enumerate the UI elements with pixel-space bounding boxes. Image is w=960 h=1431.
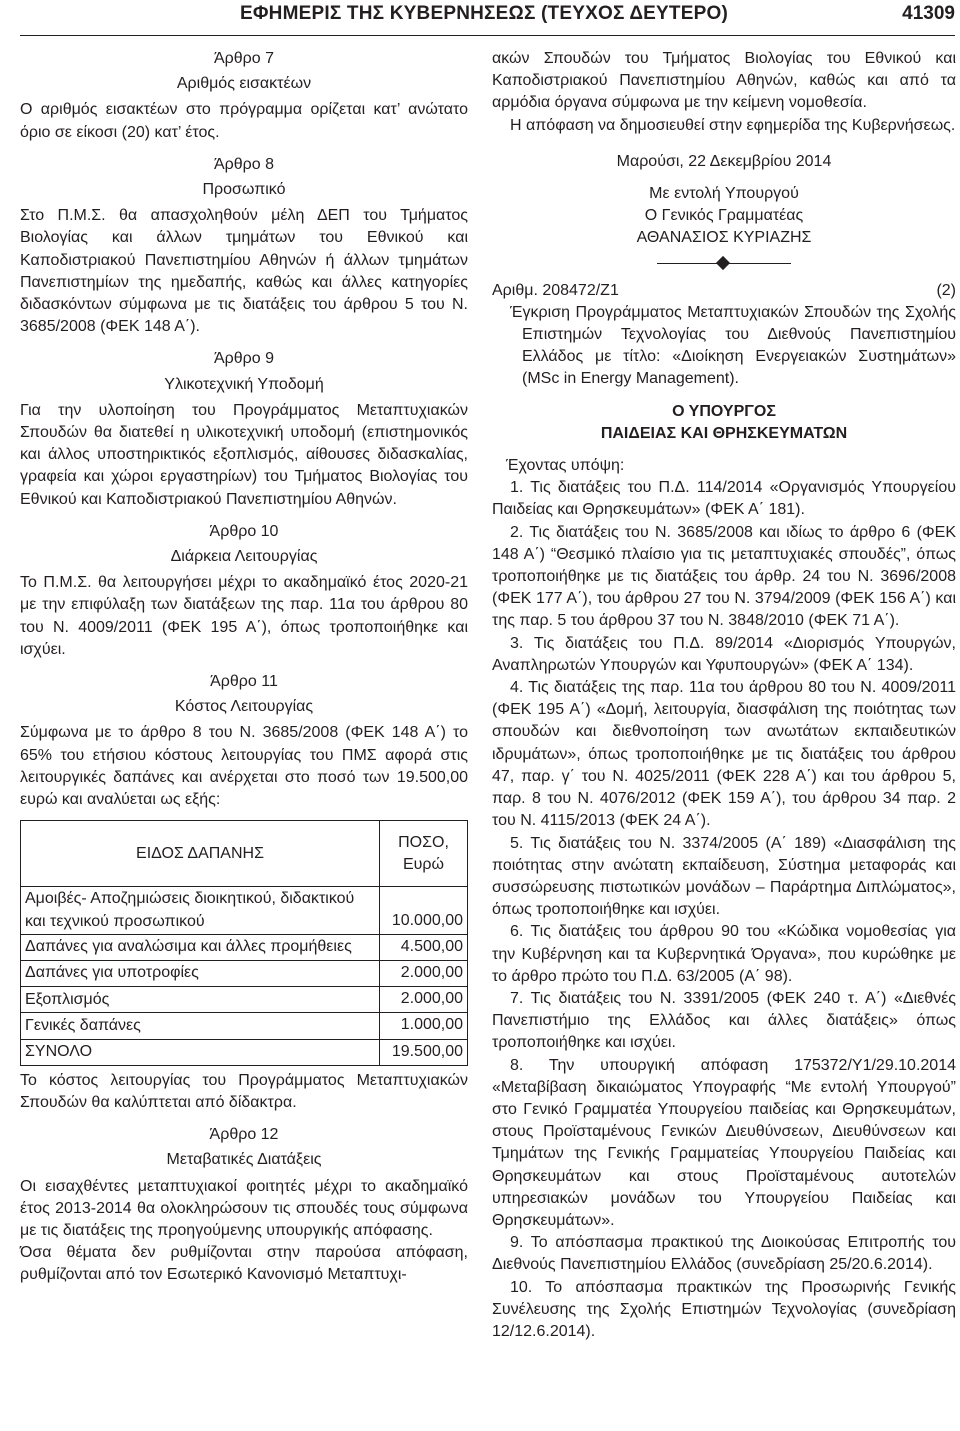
cost-table-header: [21, 821, 468, 887]
article-12-title: Μεταβατικές Διατάξεις: [166, 1151, 322, 1169]
cost-amount: 10.000,00: [380, 887, 468, 934]
list-item: 5. Τις διατάξεις του Ν. 3374/2005 (Α΄ 189) «Διασφάλιση της ποιότητας στην ανώτατη εκπαίδευση, Σύστημα μεταφοράς και συσσώρευσης πιστωτικών μονάδων – Παράρτημα Διπλώματος», όπως τροποποιήθηκε και ισχύει.: [492, 834, 956, 919]
article-11-text: Σύμφωνα με το άρθρο 8 του Ν. 3685/2008 (ΦΕΚ 148 Α΄) το 65% του ετήσιου κόστους λειτουργίας του ΠΜΣ αφορά στις λειτουργικές δαπάνες και ανέρχεται στο ποσό των 19.500,00 ευρώ και αναλύεται ως εξής:: [20, 724, 468, 809]
left-column: [20, 48, 468, 1287]
list-item: 7. Τις διατάξεις του Ν. 3391/2005 (ΦΕΚ 240 τ. Α΄) «Διεθνές Πανεπιστήμιο της Ελλάδος και άλλες διατάξεις» όπως τροποποιήθηκε και ισχύει.: [492, 989, 956, 1052]
article-8-text: Στο Π.Μ.Σ. θα απασχοληθούν μέλη ΔΕΠ του Τμήματος Βιολογίας και άλλων τμημάτων του Εθνικού και Καποδιστριακού Πανεπιστημίου Αθηνών ή άλλων τμημάτων Πανεπιστημίων της ημεδαπής, καθώς και άλλες κατηγορίες διδασκόντων σύμφωνα με τις διατάξεις του άρθρου 5 του Ν. 3685/2008 (ΦΕΚ 148 Α΄).: [20, 207, 468, 336]
decision-number-row: [492, 280, 956, 302]
list-item: 8. Την υπουργική απόφαση 175372/Υ1/29.10.2014 «Μεταβίβαση δικαιώματος Υπογραφής “Με εντολή Υπουργού” στο Γενικό Γραμματέα Υπουργείου παιδείας και Θρησκευμάτων, στους Προϊσταμένους Γενικών Διευθύνσεων, Διευθύνσεων και Τμημάτων της Γενικής Γραμματείας Υπουργείου Παιδείας και Θρησκευμάτων και στους Προϊσταμένους αυτοτελών υπηρεσιακών μονάδων του Υπουργείου Παιδείας και Θρησκευμάτων».: [492, 1056, 956, 1229]
diamond-icon: [716, 256, 730, 270]
publish-order: Η απόφαση να δημοσιευθεί στην εφημερίδα της Κυβερνήσεως.: [510, 116, 956, 134]
diamond-divider: [657, 256, 791, 270]
article-7-text: Ο αριθμός εισακτέων στο πρόγραμμα ορίζεται κατ’ ανώτατο όριο σε είκοσι (20) κατ’ έτος.: [20, 101, 468, 141]
cost-label: Δαπάνες για υποτροφίες: [21, 960, 380, 986]
list-item: 9. Το απόσπασμα πρακτικού της Διοικούσας Επιτροπής του Διεθνούς Πανεπιστημίου Ελλάδος (συνεδρίαση 25/20.6.2014).: [492, 1234, 956, 1274]
decision-title: Έγκριση Προγράμματος Μεταπτυχιακών Σπουδών της Σχολής Επιστημών Τεχνολογίας του Διεθνούς Πανεπιστημίου Ελλάδος με τίτλο: «Διοίκηση Ενεργειακών Συστημάτων» (MSc in Energy Management).: [510, 303, 956, 388]
considerations-list: [492, 477, 956, 1343]
signing-date: Μαρούσι, 22 Δεκεμβρίου 2014: [616, 152, 832, 170]
minister-title-2: ΠΑΙΔΕΙΑΣ ΚΑΙ ΘΡΗΣΚΕΥΜΑΤΩΝ: [600, 424, 848, 442]
table-total-row: [21, 1039, 468, 1065]
article-9-heading: Άρθρο 9: [213, 350, 275, 368]
article-11-note: Το κόστος λειτουργίας του Προγράμματος Μεταπτυχιακών Σπουδών θα καλύπτεται από δίδακτρα.: [20, 1071, 468, 1111]
list-item: 3. Τις διατάξεις του Π.Δ. 89/2014 «Διορισμός Υπουργών, Αναπληρωτών Υπουργών και Υφυπουργών» (ΦΕΚ Α΄ 134).: [492, 634, 956, 674]
article-12-text-2: Όσα θέματα δεν ρυθμίζονται στην παρούσα απόφαση, ρυθμίζονται από τον Εσωτερικό Κανονισμό Μεταπτυχι-: [20, 1244, 468, 1284]
article-12-heading: Άρθρο 12: [209, 1126, 279, 1144]
article-12-text: Οι εισαχθέντες μεταπτυχιακοί φοιτητές μέχρι το ακαδημαϊκό έτος 2013-2014 θα ολοκληρώσουν τις σπουδές τους σύμφωνα με τις διατάξεις της προηγούμενης υπουργικής απόφασης.: [20, 1177, 468, 1239]
cost-amount: 2.000,00: [380, 987, 468, 1013]
minister-title-1: Ο ΥΠΟΥΡΓΟΣ: [672, 402, 776, 420]
table-row: [21, 960, 468, 986]
right-column: [492, 48, 956, 1343]
table-row: [21, 887, 468, 934]
table-row: [21, 934, 468, 960]
cost-type-header: ΕΙΔΟΣ ΔΑΠΑΝΗΣ: [21, 821, 380, 887]
article-9-title: Υλικοτεχνική Υποδομή: [164, 375, 324, 393]
signatory-name: ΑΘΑΝΑΣΙΟΣ ΚΥΡΙΑΖΗΣ: [636, 229, 812, 247]
list-item: 1. Τις διατάξεις του Π.Δ. 114/2014 «Οργανισμός Υπουργείου Παιδείας και Θρησκευμάτων» (ΦΕΚ Α΄ 181).: [492, 479, 956, 519]
total-amount: 19.500,00: [380, 1039, 468, 1065]
cost-amount: 4.500,00: [380, 934, 468, 960]
signature-line-2: Ο Γενικός Γραμματέας: [644, 207, 804, 225]
page-header: [20, 0, 955, 36]
total-label: ΣΥΝΟΛΟ: [21, 1039, 380, 1065]
article-7-heading: Άρθρο 7: [213, 50, 275, 67]
article-7-title: Αριθμός εισακτέων: [176, 75, 312, 93]
article-9-text: Για την υλοποίηση του Προγράμματος Μεταπτυχιακών Σπουδών θα διατεθεί η υλικοτεχνική υποδομή (επιστημονικός και άλλος υποστηρικτικός εξοπλισμός, αίθουσες διδασκαλίας, γραφεία και χώροι εργαστηρίων) του Τμήματος Βιολογίας του Εθνικού και Καποδιστριακού Πανεπιστημίου Αθηνών.: [20, 401, 468, 508]
article-10-title: Διάρκεια Λειτουργίας: [170, 548, 318, 566]
amount-header: ΠΟΣΟ, Ευρώ: [380, 821, 468, 887]
table-row: [21, 987, 468, 1013]
signature-line-1: Με εντολή Υπουργού: [649, 185, 799, 203]
article-8-title: Προσωπικό: [202, 181, 286, 199]
having-regard: Έχοντας υπόψη:: [506, 457, 625, 475]
list-item: 4. Τις διατάξεις της παρ. 11α του άρθρου 80 του Ν. 4009/2011 (ΦΕΚ 195 Α΄) «Δομή, λειτουργία, διασφάλιση της ποιότητας των σπουδών και διεθνοποίηση των ανωτάτων εκπαιδευτικών ιδρυμάτων», όπως τροποποιήθηκε με τις διατάξεις του άρθρου 47, παρ. γ΄ του Ν. 4025/2011 (ΦΕΚ 228 Α΄) και του άρθρου 5, παρ. 8 του Ν. 4076/2012 (ΦΕΚ 159 Α΄), του άρθρου 34 παρ. 2 του Ν. 4115/2013 (ΦΕΚ 24 Α΄).: [492, 679, 956, 830]
article-11-heading: Άρθρο 11: [210, 673, 278, 691]
cost-label: Δαπάνες για αναλώσιμα και άλλες προμήθειες: [21, 934, 380, 960]
article-10-text: Το Π.Μ.Σ. θα λειτουργήσει μέχρι το ακαδημαϊκό έτος 2020-21 με την επιφύλαξη των διατάξεων της παρ. 11α του άρθρου 80 του Ν. 4009/2011 (ΦΕΚ 195 Α΄), όπως τροποποιήθηκε και ισχύει.: [20, 574, 468, 658]
decision-number: Αριθμ. 208472/Ζ1: [492, 281, 619, 299]
gazette-title: ΕΦΗΜΕΡΙΣ ΤΗΣ ΚΥΒΕΡΝΗΣΕΩΣ (ΤΕΥΧΟΣ ΔΕΥΤΕΡΟ): [240, 3, 728, 24]
list-item: 10. Το απόσπασμα πρακτικών της Προσωρινής Γενικής Συνέλευσης της Σχολής Επιστημών Τεχνολογίας (συνεδρίαση 12/12.6.2014).: [492, 1278, 956, 1340]
cost-label: Εξοπλισμός: [21, 987, 380, 1013]
cost-table: [20, 820, 468, 1065]
list-item: 2. Τις διατάξεις του Ν. 3685/2008 και ιδίως το άρθρο 6 (ΦΕΚ 148 Α΄) “Θεσμικό πλαίσιο για τις μεταπτυχιακές σπουδές”, όπως τροποποιήθηκε με τις διατάξεις του άρθρ. 24 του Ν. 3696/2008 (ΦΕΚ 177 Α΄), του άρθρου 27 του Ν. 3794/2009 (ΦΕΚ 156 Α΄) και της παρ. 5 του άρθρου 37 του Ν. 3848/2010 (ΦΕΚ 71 Α΄).: [492, 523, 956, 630]
decision-sequence: (2): [936, 281, 956, 299]
cost-label: Γενικές δαπάνες: [21, 1013, 380, 1039]
article-11-title: Κόστος Λειτουργίας: [174, 698, 314, 716]
article-8-heading: Άρθρο 8: [213, 155, 275, 173]
table-row: [21, 1013, 468, 1039]
page-number: 41309: [902, 3, 955, 24]
article-10-heading: Άρθρο 10: [209, 522, 279, 540]
list-item: 6. Τις διατάξεις του άρθρου 90 του «Κώδικα νομοθεσίας για την Κυβέρνηση και τα Κυβερνητικά Όργανα», που κυρώθηκε με το άρθρο πρώτο του Π.Δ. 63/2005 (Α΄ 98).: [492, 923, 956, 985]
cost-amount: 2.000,00: [380, 960, 468, 986]
cost-amount: 1.000,00: [380, 1013, 468, 1039]
cost-label: Αμοιβές- Αποζημιώσεις διοικητικού, διδακτικού και τεχνικού προσωπικού: [21, 887, 380, 934]
continuation-text: ακών Σπουδών του Τμήματος Βιολογίας του Εθνικού και Καποδιστριακού Πανεπιστημίου Αθηνών, καθώς και από τα αρμόδια όργανα σύμφωνα με την κείμενη νομοθεσία.: [492, 50, 956, 112]
